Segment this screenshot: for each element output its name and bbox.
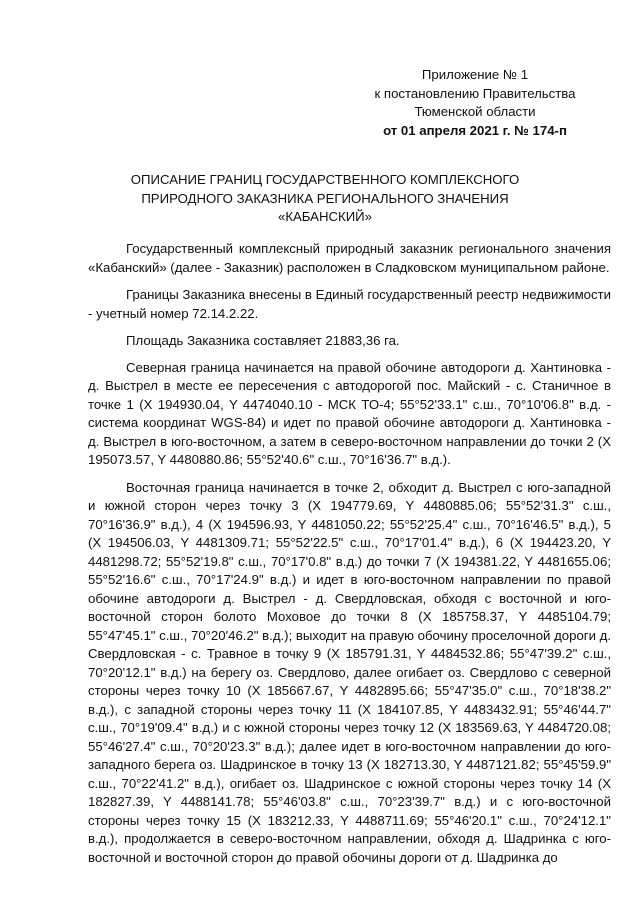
paragraph-location: Государственный комплексный природный заказник регионального значения «Кабанский» (далее - Заказник) расположен в Сладковском муниципальном районе. (88, 241, 611, 275)
paragraph-registry: Границы Заказника внесены в Единый государственный реестр недвижимости - учетный номер 72.14.2.22. (88, 287, 611, 321)
paragraph-east-boundary: Восточная граница начинается в точке 2, обходит д. Выстрел с юго-западной и южной сторон через точку 3 (X 194779.69, Y 4480885.06; 55°52'31.3" с.ш., 70°16'36.9" в.д.), 4 (X 194596.93, Y 4481050.22; 55°52'25.4" с.ш., 70°16'46.5" в.д.), 5 (X 194506.03, Y 4481309.71; 55°52'22.5" с.ш., 70°17'01.4" в.д.), 6 (X 194423.20, Y 4481298.72; 55°52'19.8" с.ш., 70°17'0.8" в.д.) до точки 7 (X 194381.22, Y 4481655.06; 55°52'16.6" с.ш., 70°17'24.9" в.д.) и идет в юго-восточном направлении по правой обочине автодороги д. Выстрел - д. Свердловская, обходя с восточной и юго-восточной сторон болото Моховое до точки 8 (X 185758.37, Y 4485104.79; 55°47'45.1" с.ш., 70°20'46.2" в.д.); выходит на правую обочину проселочной дороги д. Свердловская - с. Травное в точку 9 (X 185791.31, Y 4484532.86; 55°47'39.2" с.ш., 70°20'12.1" в.д.) на берегу оз. Свердлово, далее огибает оз. Свердлово с северной стороны через точку 10 (X 185667.67, Y 4482895.66; 55°47'35.0" с.ш., 70°18'38.2" в.д.), с западной стороны через точку 11 (X 184107.85, Y 4483432.91; 55°46'44.7" с.ш., 70°19'09.4" в.д.) и с южной стороны через точку 12 (X 183569.63, Y 4484720.08; 55°46'27.4" с.ш., 70°20'23.3" в.д.); далее идет в юго-восточном направлении до юго-западного берега оз. Шадринское в точку 13 (X 182713.30, Y 4487121.82; 55°45'59.9" с.ш., 70°22'41.2" в.д.), огибает оз. Шадринское с южной стороны через точку 14 (X 182827.39, Y 4488141.78; 55°46'03.8" с.ш., 70°23'39.7" в.д.) и с юго-восточной стороны через точку 15 (X 183212.33, Y 4488711.69; 55°46'20.1" с.ш., 70°24'12.1" в.д.), продолжается в северо-восточном направлении, обходя д. Шадринка с юго-восточной и восточной сторон до правой обочины дороги от д. Шадринка до (88, 479, 611, 865)
annex-number: Приложение № 1 (421, 67, 529, 82)
paragraph-area: Площадь Заказника составляет 21883,36 га. (126, 333, 400, 348)
title-line-2: ПРИРОДНОГО ЗАКАЗНИКА РЕГИОНАЛЬНОГО ЗНАЧЕНИЯ (141, 190, 509, 206)
document-body (88, 240, 611, 876)
title-line-1: ОПИСАНИЕ ГРАНИЦ ГОСУДАРСТВЕННОГО КОМПЛЕКСНОГО (130, 172, 520, 187)
annex-resolution: к постановлению Правительства (374, 85, 576, 101)
paragraph-north-boundary: Северная граница начинается на правой обочине автодороги д. Хантиновка - д. Выстрел в месте ее пересечения с автодорогой пос. Майский - с. Станичное в точке 1 (X 194930.04, Y 4474040.10 - МСК ТО-4; 55°52'33.1" с.ш., 70°10'06.8" в.д. - система координат WGS-84) и идет по правой обочине автодороги д. Хантиновка - д. Выстрел в юго-восточном, а затем в северо-восточном направлении до точки 2 (X 195073.57, Y 4480880.86; 55°52'40.6" с.ш., 70°16'36.7" в.д.). (88, 359, 611, 467)
annex-header (350, 66, 600, 140)
annex-region: Тюменской области (414, 104, 536, 119)
document-title (90, 171, 560, 227)
title-line-3: «КАБАНСКИЙ» (278, 209, 372, 224)
annex-date-number: от 01 апреля 2021 г. № 174-п (383, 122, 567, 138)
